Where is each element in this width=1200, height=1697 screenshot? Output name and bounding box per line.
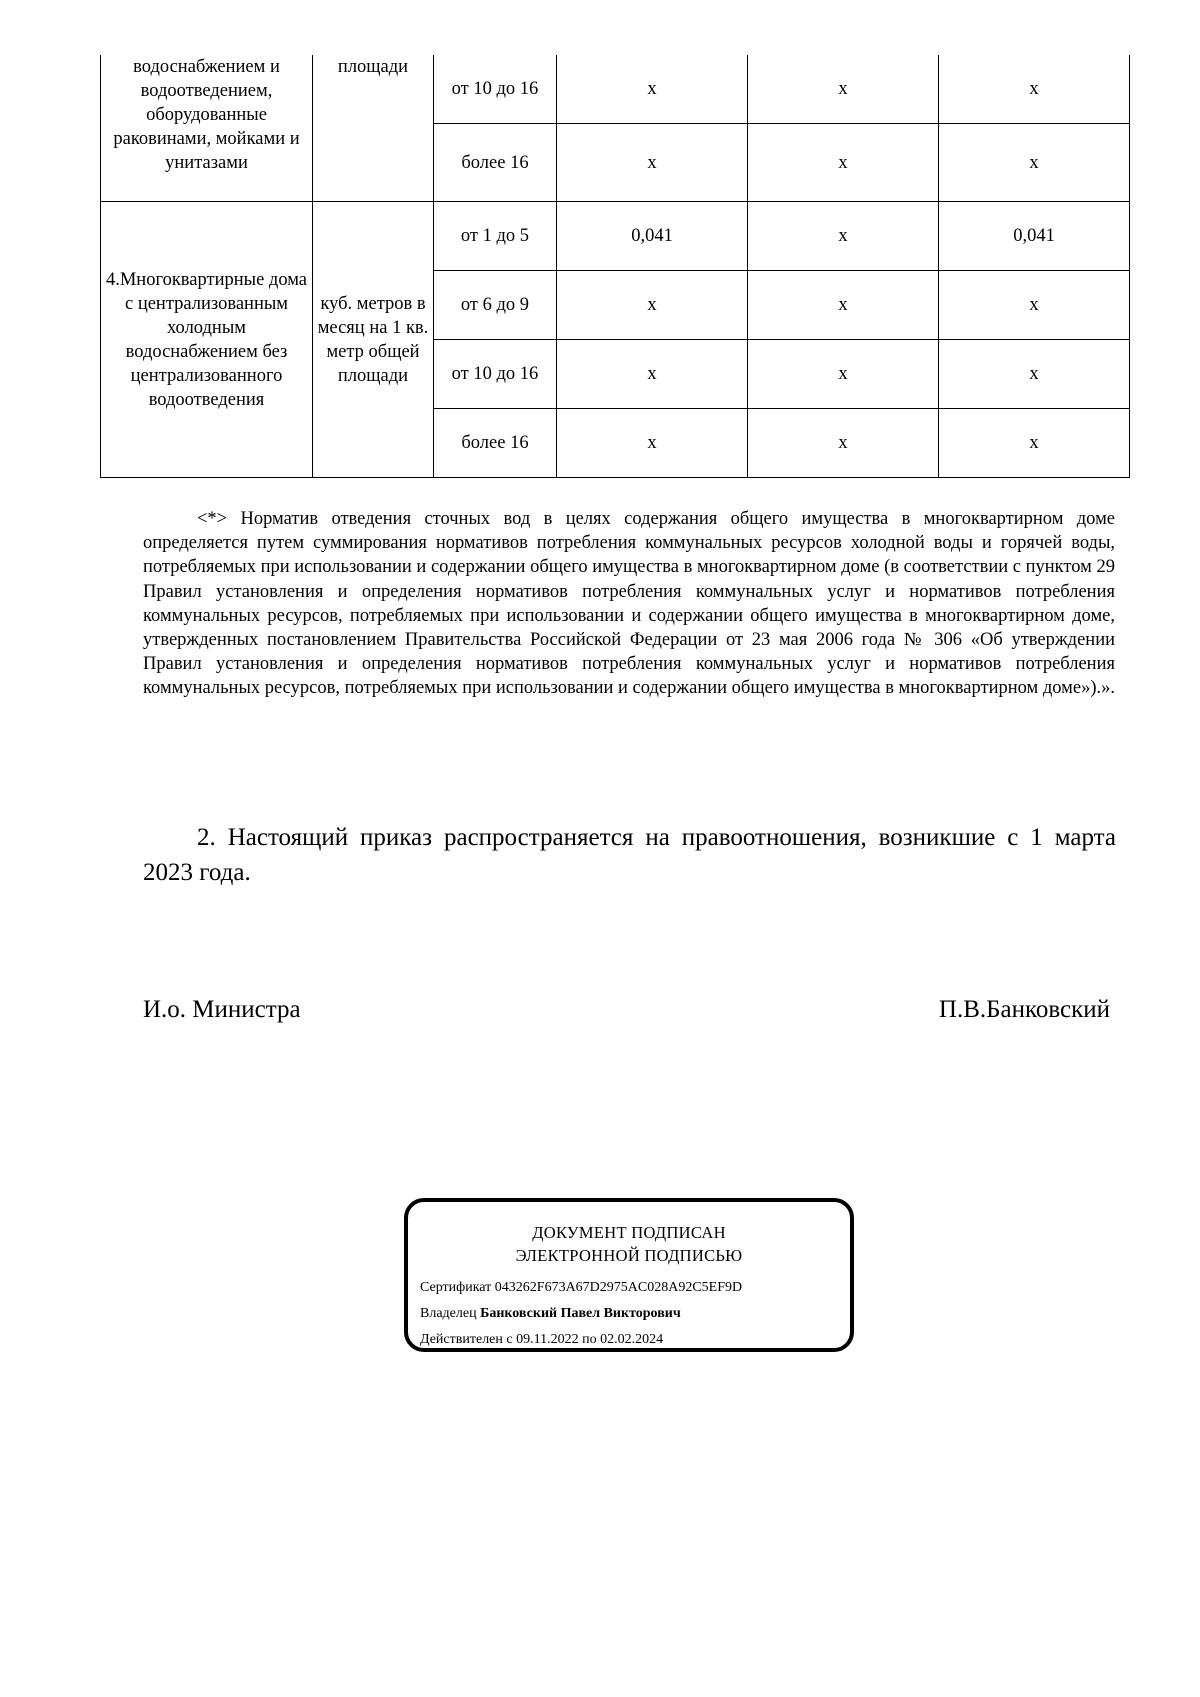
category-cell <box>101 55 313 202</box>
floors-cell: от 10 до 16 <box>434 340 557 409</box>
value-cell: х <box>939 55 1130 124</box>
value-cell: х <box>748 340 939 409</box>
signer-title: И.о. Министра <box>143 996 301 1023</box>
unit-cell <box>313 202 434 478</box>
value-cell: х <box>557 271 748 340</box>
value-cell: 0,041 <box>939 202 1130 271</box>
clause-2: 2. Настоящий приказ распространяется на правоотношения, возникшие с 1 марта 2023 года. <box>143 824 1116 886</box>
value-cell: х <box>748 55 939 124</box>
norms-table <box>100 55 1130 478</box>
unit-text: куб. метров в месяц на 1 кв. метр общей площади <box>317 293 429 386</box>
floors-cell: от 6 до 9 <box>434 271 557 340</box>
value-cell: х <box>939 340 1130 409</box>
valid-to-label: по <box>582 1332 597 1347</box>
e-signature-stamp <box>404 1198 854 1352</box>
stamp-title-line: ЭЛЕКТРОННОЙ ПОДПИСЬЮ <box>515 1246 743 1265</box>
table-row <box>101 55 1130 124</box>
owner-value: Банковский Павел Викторович <box>480 1306 681 1321</box>
category-text: водоснабжением и водоотведением, оборудованные раковинами, мойками и унитазами <box>113 57 300 173</box>
cert-value: 043262F673A67D2975AC028A92C5EF9D <box>494 1280 743 1295</box>
floors-cell: от 10 до 16 <box>434 55 557 124</box>
table-row <box>101 202 1130 271</box>
value-cell: х <box>748 409 939 478</box>
stamp-title-line: ДОКУМЕНТ ПОДПИСАН <box>532 1223 726 1242</box>
owner-label: Владелец <box>420 1306 477 1321</box>
category-text: 4.Многоквартирные дома с централизованным холодным водоснабжением без централизованного водоотведения <box>105 269 308 410</box>
stamp-certificate <box>420 1279 742 1297</box>
value-cell: х <box>748 271 939 340</box>
value-cell: 0,041 <box>557 202 748 271</box>
unit-cell <box>313 55 434 202</box>
valid-from: 09.11.2022 <box>516 1332 579 1347</box>
value-cell: х <box>557 124 748 202</box>
category-cell <box>101 202 313 478</box>
valid-label: Действителен с <box>420 1332 513 1347</box>
cert-label: Сертификат <box>420 1280 492 1295</box>
floors-cell: от 1 до 5 <box>434 202 557 271</box>
unit-text: площади <box>337 57 409 77</box>
floors-cell: более 16 <box>434 409 557 478</box>
value-cell: х <box>748 202 939 271</box>
value-cell: х <box>557 55 748 124</box>
valid-to: 02.02.2024 <box>600 1332 664 1347</box>
stamp-validity <box>420 1331 663 1349</box>
floors-cell: более 16 <box>434 124 557 202</box>
footnote: <*> Норматив отведения сточных вод в целях содержания общего имущества в многоквартирном доме определяется путем суммирования нормативов потребления коммунальных ресурсов холодной воды и горячей воды, потребляемых при использовании и содержании общего имущества в многоквартирном доме (в соответствии с пунктом 29 Правил установления и определения нормативов потребления коммунальных услуг и нормативов потребления коммунальных ресурсов, потребляемых при использовании и содержании общего имущества в многоквартирном доме, утвержденных постановлением Правительства Российской Федерации от 23 мая 2006 года № 306 «Об утверждении Правил установления и определения нормативов потребления коммунальных услуг и нормативов потребления коммунальных ресурсов, потребляемых при использовании и содержании общего имущества в многоквартирном доме»).». <box>143 509 1115 699</box>
value-cell: х <box>939 409 1130 478</box>
stamp-title <box>408 1221 850 1267</box>
signer-name: П.В.Банковский <box>938 996 1110 1023</box>
value-cell: х <box>939 271 1130 340</box>
value-cell: х <box>748 124 939 202</box>
value-cell: х <box>557 409 748 478</box>
value-cell: х <box>557 340 748 409</box>
value-cell: х <box>939 124 1130 202</box>
stamp-owner <box>420 1305 681 1323</box>
